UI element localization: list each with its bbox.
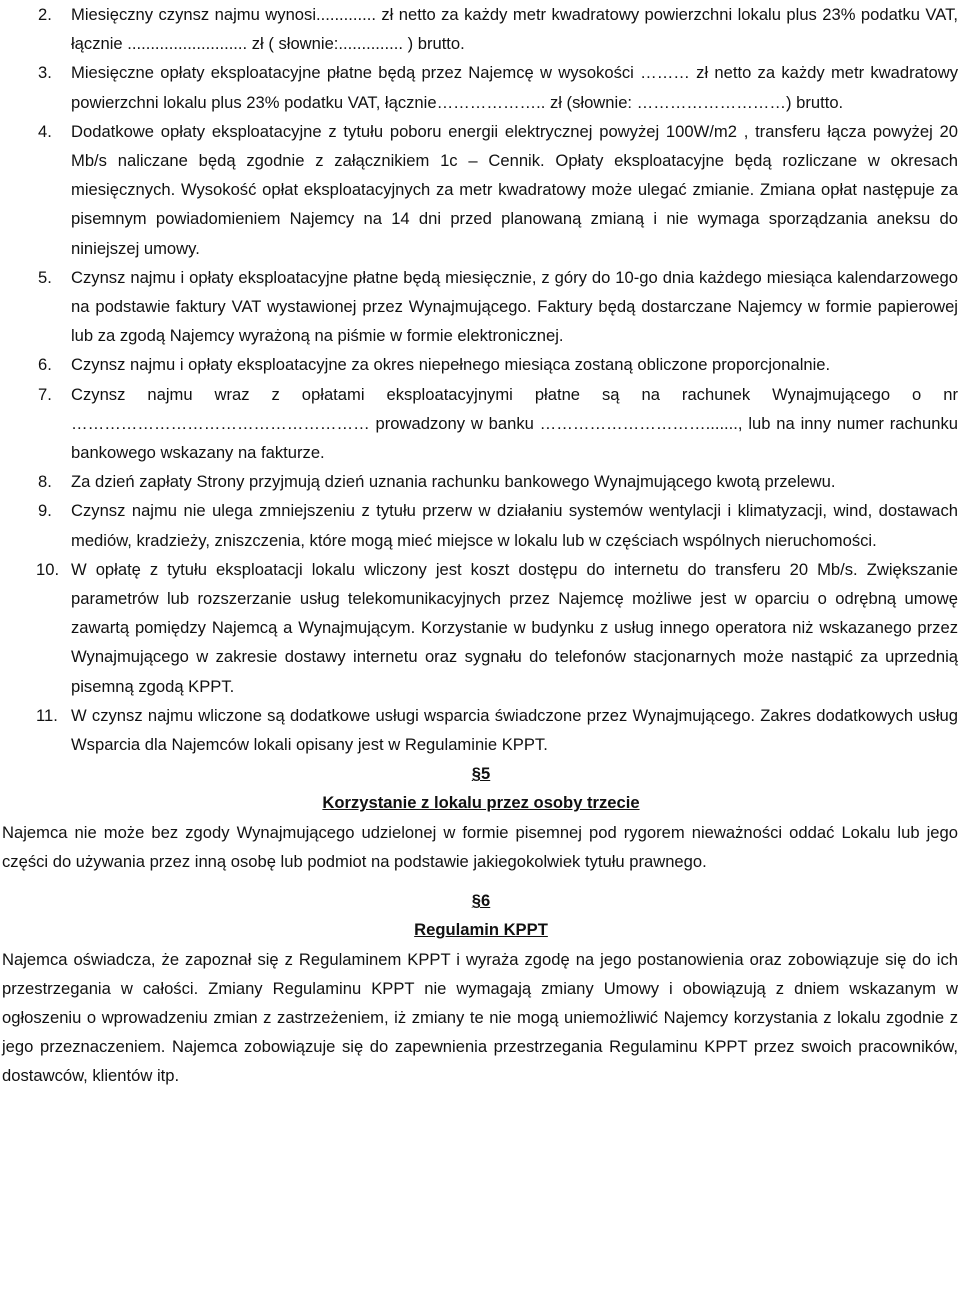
item-number: 5. (38, 267, 52, 287)
item-text: Za dzień zapłaty Strony przyjmują dzień uznania rachunku bankowego Wynajmującego kwotą przelewu. (71, 472, 836, 492)
item-number: 8. (38, 472, 52, 492)
section-number: §6 (471, 891, 491, 911)
item-text: Czynsz najmu i opłaty eksploatacyjne za okres niepełnego miesiąca zostaną obliczone proporcjonalnie. (71, 355, 831, 375)
list-item (2, 496, 960, 554)
item-number: 9. (38, 501, 52, 521)
section-6 (2, 886, 960, 1090)
item-text: Czynsz najmu nie ulega zmniejszeniu z tytułu przerw w działaniu systemów wentylacji i klimatyzacji, wind, dostawach mediów, kradzieży, zniszczenia, które mogą mieć miejsce w lokalu lub w częściach wspólnych nieruchomości. (71, 501, 958, 550)
item-text: Czynsz najmu wraz z opłatami eksploatacyjnymi płatne są na rachunek Wynajmującego o nr ……………………………………………… prowadzony w banku …………………………......., lub na inny numer rachunku bankowego wskazany na fakturze. (71, 384, 958, 463)
item-text: W czynsz najmu wliczone są dodatkowe usługi wsparcia świadczone przez Wynajmującego. Zakres dodatkowych usług Wsparcia dla Najemców lokali opisany jest w Regulaminie KPPT. (71, 705, 958, 755)
section-paragraph: Najemca nie może bez zgody Wynajmującego udzielonej w formie pisemnej pod rygorem nieważności oddać Lokalu lub jego części do używania przez inną osobę lub podmiot na podstawie jakiegokolwiek tytułu prawnego. (2, 822, 958, 871)
list-item (2, 555, 960, 701)
item-number: 2. (38, 5, 52, 24)
section-number: §5 (471, 764, 491, 784)
list-item (2, 0, 960, 58)
list-item (2, 701, 960, 759)
item-text: Czynsz najmu i opłaty eksploatacyjne płatne będą miesięcznie, z góry do 10-go dnia każdego miesiąca kalendarzowego na podstawie faktury VAT wystawionej przez Wynajmującego. Faktury będą dostarczane Najemcy w formie papierowej lub za zgodą Najemcy wyrażoną na piśmie w formie elektronicznej. (71, 267, 958, 346)
section-5 (2, 759, 960, 876)
section-paragraph: Najemca oświadcza, że zapoznał się z Regulaminem KPPT i wyraża zgodę na jego postanowienia oraz zobowiązuje się do ich przestrzegania w całości. Zmiany Regulaminu KPPT nie wymagają zmiany Umowy i obowiązują z dniem wskazanym w ogłoszeniu o wprowadzeniu zmian z zastrzeżeniem, iż zmiany te nie mogą uniemożliwić Najemcy korzystania z lokalu zgodnie z jego przeznaczeniem. Najemca zobowiązuje się do zapewnienia przestrzegania Regulaminu KPPT przez swoich pracowników, dostawców, klientów itp. (2, 949, 958, 1086)
list-item (2, 350, 960, 379)
item-text: W opłatę z tytułu eksploatacji lokalu wliczony jest koszt dostępu do internetu do transferu 20 Mb/s. Zwiększanie parametrów lub rozszerzanie usług telekomunikacyjnych przez Najemcę możliwe jest w oparciu o odrębną umowę zawartą pomiędzy Najemcą a Wynajmującym. Korzystanie w budynku z usług innego operatora niż wskazanego przez Wynajmującego w zakresie dostawy internetu oraz sygnału do telefonów stacjonarnych może nastąpić za uprzednią pisemną zgodą KPPT. (71, 559, 958, 696)
item-number: 7. (38, 384, 52, 404)
item-text: Dodatkowe opłaty eksploatacyjne z tytułu poboru energii elektrycznej powyżej 100W/m2 , transferu łącza powyżej 20 Mb/s naliczane będą zgodnie z załącznikiem 1c – Cennik. Opłaty eksploatacyjne będą rozliczane w okresach miesięcznych. Wysokość opłat eksploatacyjnych za metr kwadratowy może ulegać zmianie. Zmiana opłat następuje za pisemnym powiadomieniem Najemcy na 14 dni przed planowaną zmianą i nie wymaga sporządzania aneksu do niniejszej umowy. (71, 121, 958, 258)
item-number: 4. (38, 121, 52, 141)
item-number: 11. (36, 705, 58, 725)
item-number: 6. (38, 355, 52, 375)
list-item (2, 467, 960, 496)
item-text: Miesięczne opłaty eksploatacyjne płatne będą przez Najemcę w wysokości ……… zł netto za każdy metr kwadratowy powierzchni lokalu plus 23% podatku VAT, łącznie……………….. zł (słownie: ………………………) brutto. (71, 63, 958, 112)
numbered-list (2, 0, 960, 759)
item-number: 10. (36, 559, 60, 579)
list-item (2, 380, 960, 468)
list-item (2, 263, 960, 351)
section-title: Korzystanie z lokalu przez osoby trzecie (322, 793, 640, 813)
section-title: Regulamin KPPT (414, 920, 548, 940)
list-item (2, 58, 960, 116)
item-text: Miesięczny czynsz najmu wynosi............. zł netto za każdy metr kwadratowy powierzchni lokalu plus 23% podatku VAT, łącznie .......................... zł ( słownie:.............. ) brutto. (71, 5, 958, 54)
item-number: 3. (38, 63, 52, 83)
list-item (2, 117, 960, 263)
